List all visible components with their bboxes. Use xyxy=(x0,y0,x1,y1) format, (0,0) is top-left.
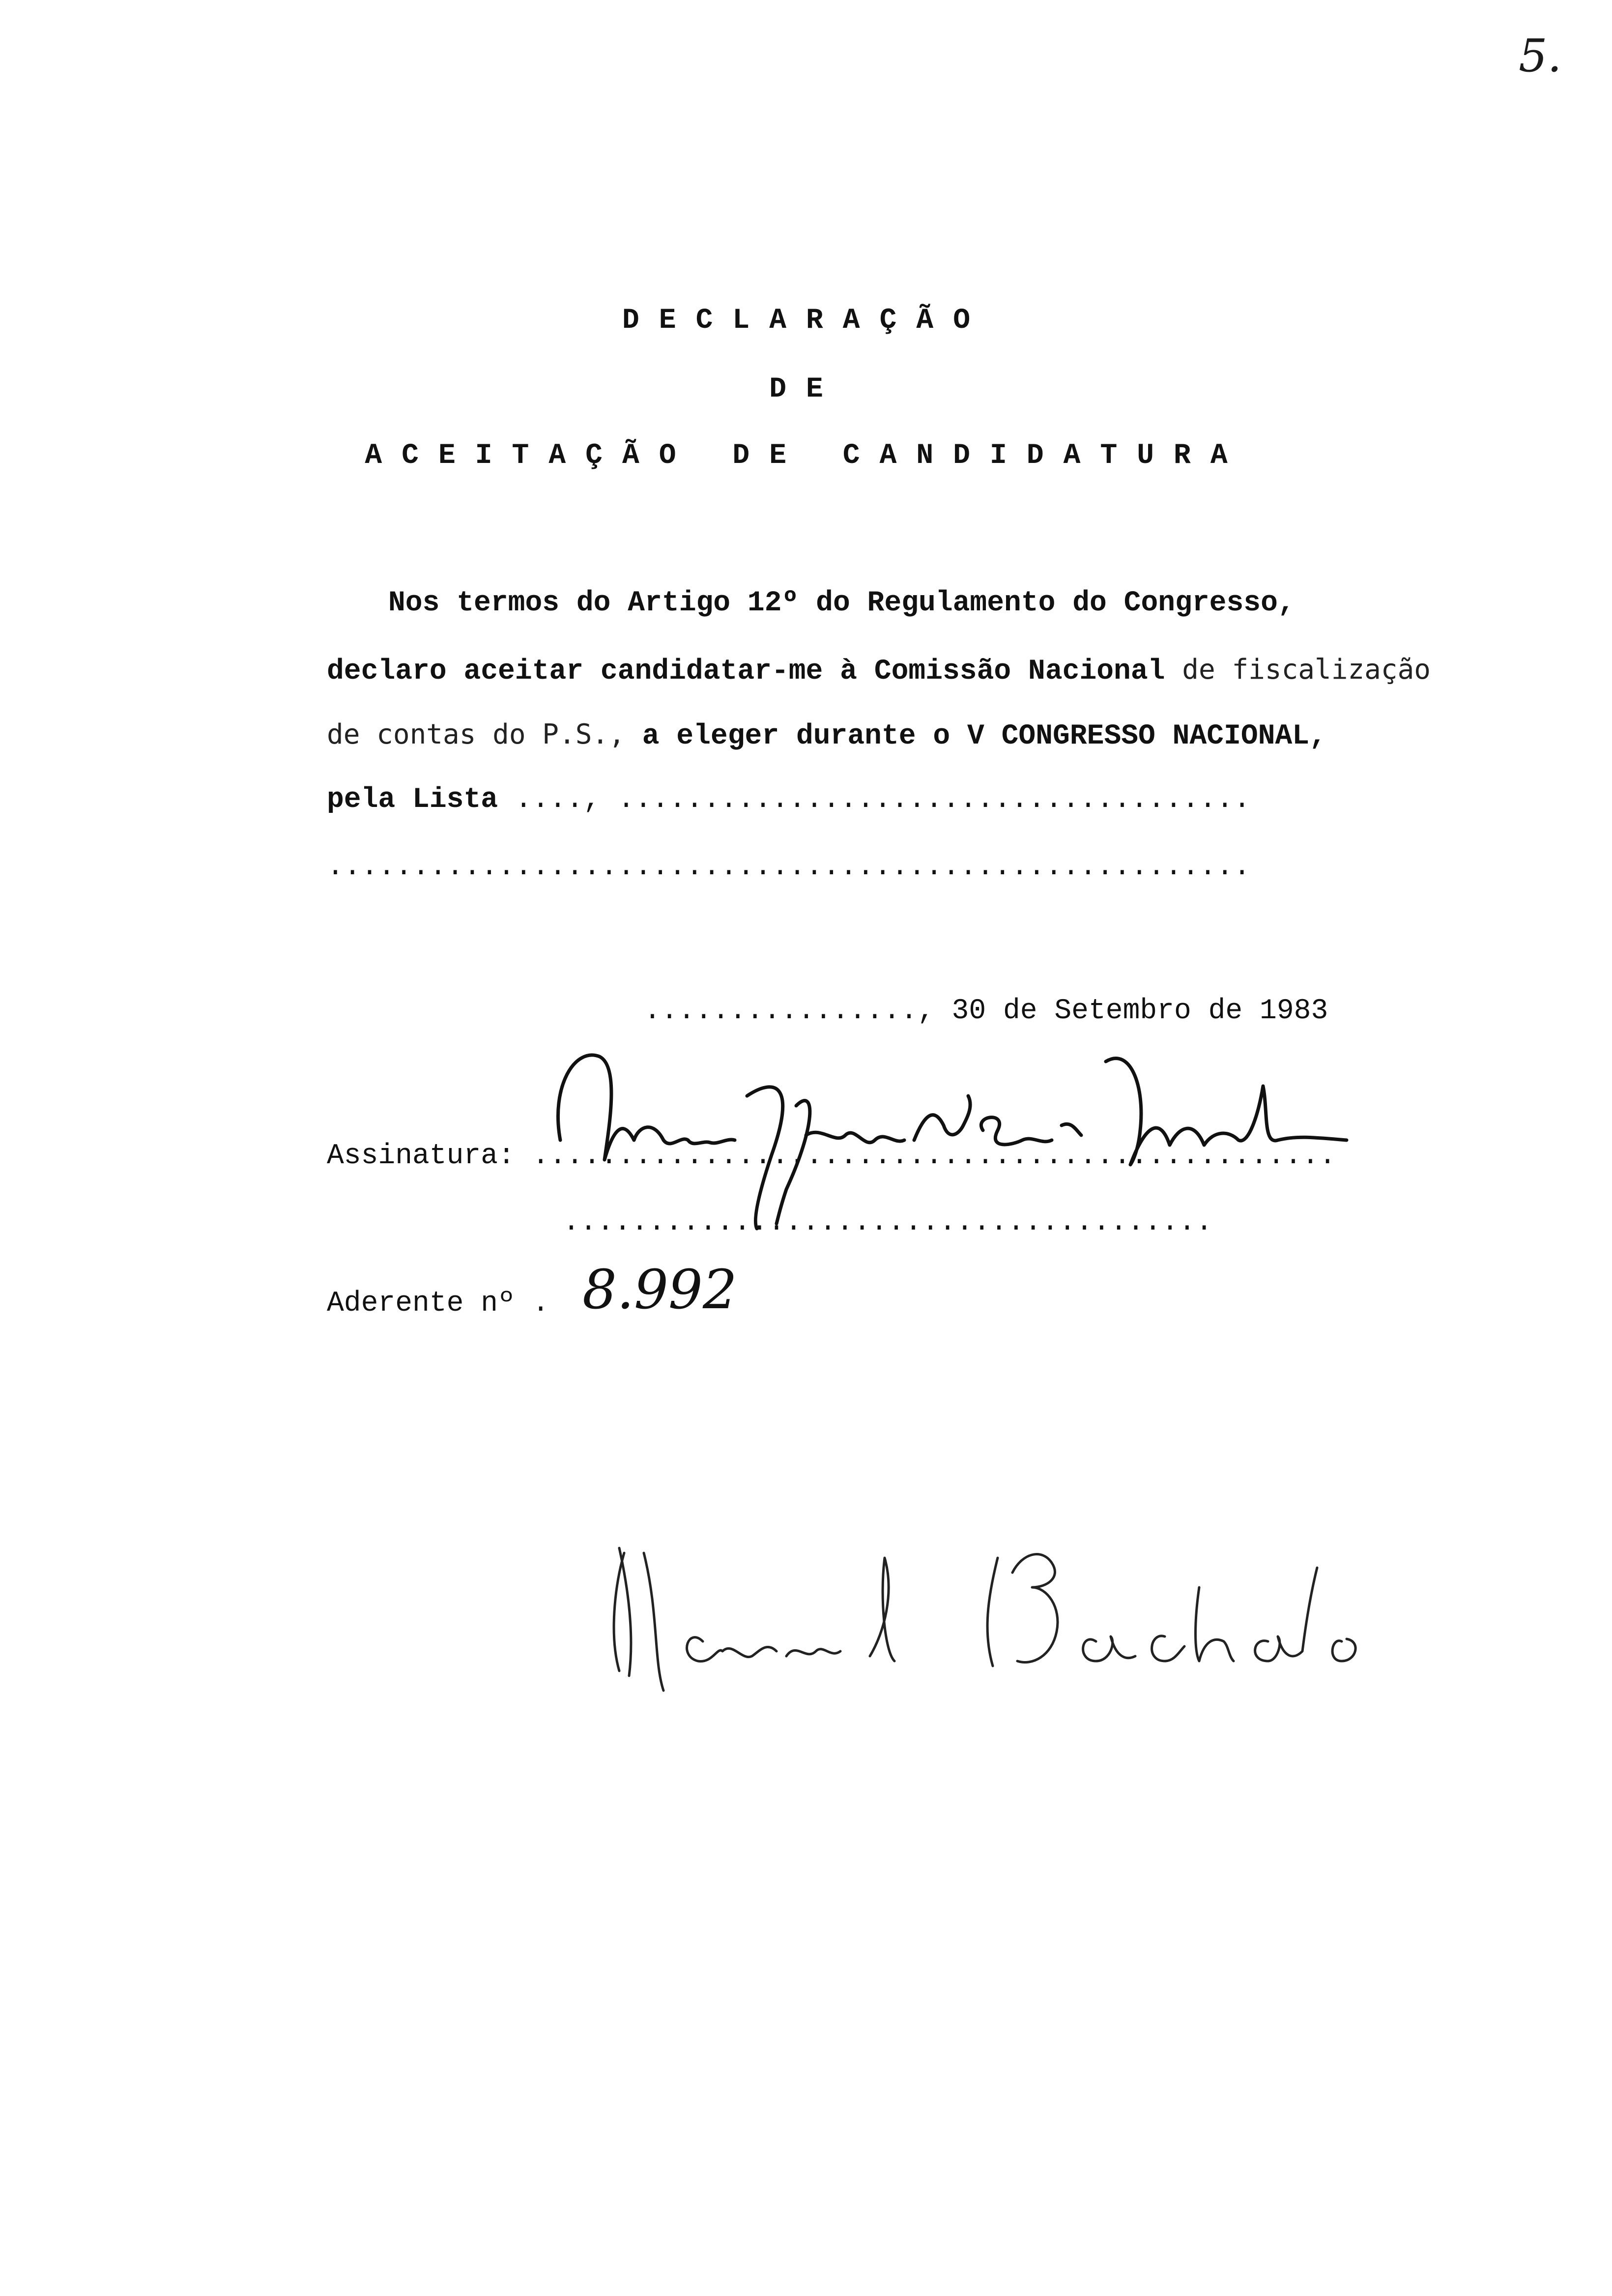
date-place-dots: ................, xyxy=(644,995,935,1027)
member-number: 8.992 xyxy=(582,1258,737,1321)
title-line-1: DECLARAÇÃO xyxy=(622,305,990,337)
signature-dots-1: ............................................... xyxy=(532,1140,1336,1172)
list-label: pela Lista xyxy=(327,784,498,816)
signature-label: Assinatura: xyxy=(327,1140,515,1172)
body-line-2-inserted: de fiscalização xyxy=(1182,654,1431,686)
date-line xyxy=(644,995,1328,1027)
body-line-2-typed: declaro aceitar candidatar-me à Comissão Nacional xyxy=(327,656,1165,688)
list-dots: ...., ..................................... xyxy=(515,784,1251,816)
handwritten-name xyxy=(590,1514,1386,1720)
title-line-2: DE xyxy=(769,373,843,405)
body-line-3-inserted: de contas do P.S., xyxy=(327,718,625,750)
body-line-4 xyxy=(327,784,1251,816)
date-day: 30 xyxy=(951,995,986,1027)
signature-dots-2: ...................................... xyxy=(563,1206,1213,1238)
member-label: Aderente nº xyxy=(327,1288,515,1320)
handwritten-signature xyxy=(541,1027,1455,1234)
date-rest: de Setembro de 1983 xyxy=(1003,995,1328,1027)
body-line-3 xyxy=(327,718,1326,752)
member-line xyxy=(327,1288,549,1320)
member-dots: . xyxy=(532,1288,549,1320)
title-line-3: ACEITAÇÃO DE CANDIDATURA xyxy=(365,440,1247,472)
body-line-5-dots: ...................................................... xyxy=(327,851,1251,883)
body-line-3-typed: a eleger durante o V CONGRESSO NACIONAL, xyxy=(642,720,1326,752)
page-number: 5. xyxy=(1519,29,1562,82)
body-line-1: Nos termos do Artigo 12º do Regulamento do Congresso, xyxy=(388,587,1295,619)
body-line-2 xyxy=(327,654,1431,688)
